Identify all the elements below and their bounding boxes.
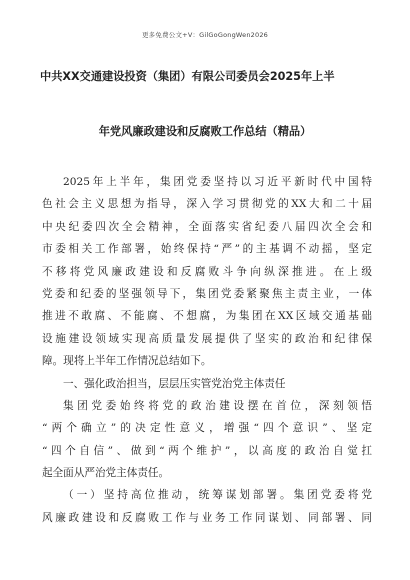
paragraph-line: “四个自信”、做到“两个维护”，以高度的政治自觉扛 <box>42 444 372 457</box>
paragraph-line: 推进不敢腐、不能腐、不想腐，为集团在XX区域交通基础 <box>42 310 372 323</box>
body-paragraph <box>42 171 372 373</box>
document-title-line-2: 年党风廉政建设和反腐败工作总结（精品） <box>98 125 312 138</box>
paragraph-line: 设施建设领域实现高质量发展提供了坚实的政治和纪律保 <box>42 332 372 345</box>
paragraph-line: 一、强化政治担当，层层压实管党治党主体责任 <box>63 377 286 390</box>
paragraph-line: 中央纪委四次全会精神，全面落实省纪委八届四次全会和 <box>42 220 372 233</box>
document-title-line-1: 中共XX交通建设投资（集团）有限公司委员会2025年上半 <box>40 70 335 83</box>
paragraph-line: 党委和纪委的坚强领导下，集团党委紧聚焦主责主业，一体 <box>42 287 372 300</box>
section-heading <box>42 373 372 395</box>
paragraph-line: 风廉政建设和反腐败工作与业务工作同谋划、同部署、同 <box>42 511 372 524</box>
paragraph-line: 起全面从严治党主体责任。 <box>42 467 170 480</box>
paragraph-line: （一）坚持高位推动，统筹谋划部署。集团党委将党 <box>63 489 372 502</box>
body-paragraph <box>42 484 372 529</box>
document-body <box>42 171 372 529</box>
paragraph-line: 2025年上半年，集团党委坚持以习近平新时代中国特 <box>63 176 372 188</box>
paragraph-line: 市委相关工作部署，始终保持“严”的主基调不动摇，坚定 <box>42 243 372 256</box>
paragraph-line: “两个确立”的决定性意义，增强“四个意识”、坚定 <box>42 422 372 435</box>
paragraph-line: 色社会主义思想为指导，深入学习贯彻党的XX大和二十届 <box>42 198 372 211</box>
paragraph-line: 不移将党风廉政建设和反腐败斗争向纵深推进。在上级 <box>42 265 372 278</box>
header-watermark: 更多免费公文+V：GilGoGongWen2026 <box>141 31 269 39</box>
paragraph-line: 障。现将上半年工作情况总结如下。 <box>42 355 212 368</box>
paragraph-line: 集团党委始终将党的政治建设摆在首位，深刻领悟 <box>63 399 372 412</box>
body-paragraph <box>42 395 372 485</box>
